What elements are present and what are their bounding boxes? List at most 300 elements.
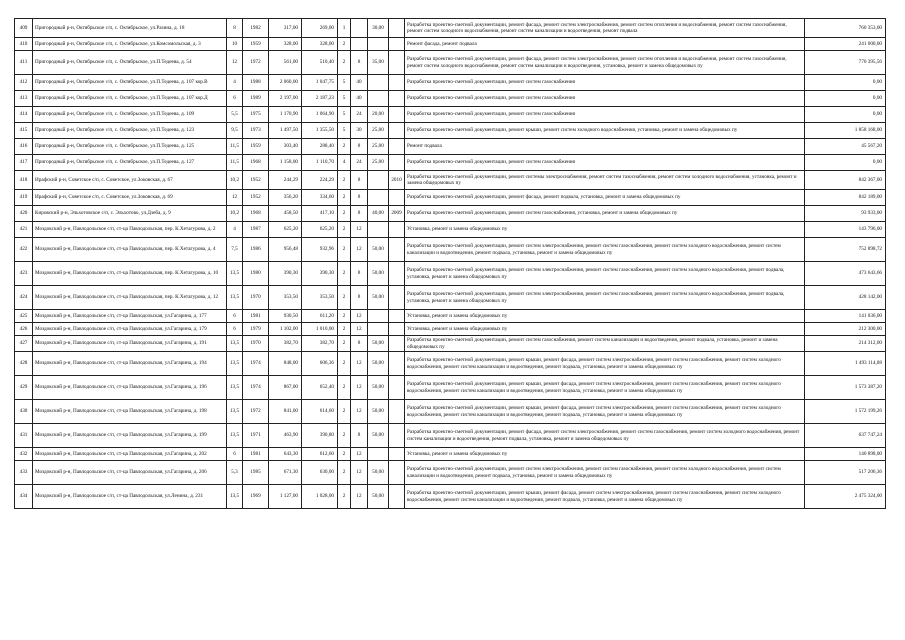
works-list-cell: Разработка проектно-сметной документации, ремонт систем газоснабжения [405, 91, 805, 107]
works-list-cell: Разработка проектно-сметной документации, ремонт систем газоснабжения [405, 75, 805, 91]
cost-cell: 140 898,00 [805, 448, 886, 461]
entrances-cell: 2 [338, 286, 351, 310]
address-cell: Моздокский р-н, Павлодольское с/п, ст-ца Павлодольская, пер. К.Хетагурова, д. 4 [33, 238, 227, 262]
works-list-cell: Разработка проектно-сметной документации, ремонт систем газоснабжения, ремонт систем канализации и водоотведения, ремонт подвала, установка, ремонт и замена общедомовых пу [405, 336, 805, 352]
cost-cell: 0,00 [805, 91, 886, 107]
floors-cell: 12 [227, 51, 243, 75]
floors-cell: 12 [227, 190, 243, 206]
entrances-cell: 2 [338, 190, 351, 206]
year-cell: 1968 [243, 155, 269, 171]
works-list-cell: Разработка проектно-сметной документации, ремонт систем электроснабжения, ремонт систем газоснабжения, ремонт систем холодного водоснабжения, ремонт подвала, установка, ремонт и замена общедомовых пу [405, 286, 805, 310]
prev-repair-year-cell: 2010 [389, 171, 405, 190]
prev-repair-year-cell [389, 91, 405, 107]
floors-cell: 13,5 [227, 400, 243, 424]
row-number: 409 [15, 19, 33, 38]
table-row [15, 75, 886, 91]
address-cell: Моздокский р-н, Павлодольское с/п, ст-ца Павлодольская, пер. К.Хетагурова, д. 2 [33, 222, 227, 238]
prev-repair-year-cell [389, 222, 405, 238]
apartments-cell: 30 [351, 123, 368, 139]
row-number: 415 [15, 123, 33, 139]
address-cell: Моздокский р-н, Павлодольское с/п, ст-ца Павлодольская, ул.Гагарина, д. 196 [33, 376, 227, 400]
wear-cell: 50,00 [368, 461, 389, 485]
total-area-cell: 930,50 [269, 310, 302, 323]
works-list-cell: Разработка проектно-сметной документации, ремонт крыши, ремонт фасада, ремонт систем электроснабжения, ремонт систем газоснабжения, ремонт систем холодного водоснабжения, ремонт систем канализации и водоотведения, ремонт подвала, установка, ремонт и замена общедомовых пу [405, 400, 805, 424]
year-cell: 1986 [243, 238, 269, 262]
entrances-cell: 2 [338, 461, 351, 485]
total-area-cell: 2 197,00 [269, 91, 302, 107]
entrances-cell: 2 [338, 448, 351, 461]
apartments-cell: 40 [351, 75, 368, 91]
total-area-cell: 328,00 [269, 38, 302, 51]
apartments-cell: 12 [351, 448, 368, 461]
prev-repair-year-cell [389, 310, 405, 323]
table-row [15, 206, 886, 222]
floors-cell: 5,5 [227, 107, 243, 123]
apartments-cell: 12 [351, 352, 368, 376]
cost-cell: 241 000,00 [805, 38, 886, 51]
entrances-cell: 2 [338, 51, 351, 75]
prev-repair-year-cell [389, 485, 405, 509]
entrances-cell: 2 [338, 400, 351, 424]
year-cell: 1979 [243, 323, 269, 336]
total-area-cell: 643,30 [269, 448, 302, 461]
address-cell: Моздокский р-н, Павлодольское с/п, ст-ца Павлодольская, ул.Ленина, д. 231 [33, 485, 227, 509]
table-row [15, 190, 886, 206]
row-number: 428 [15, 352, 33, 376]
row-number: 432 [15, 448, 33, 461]
wear-cell: 50,00 [368, 485, 389, 509]
table-row [15, 400, 886, 424]
prev-repair-year-cell [389, 75, 405, 91]
total-area-cell: 390,30 [269, 262, 302, 286]
row-number: 433 [15, 461, 33, 485]
year-cell: 1970 [243, 336, 269, 352]
works-list-cell: Разработка проектно-сметной документации, ремонт крыши, ремонт фасада, ремонт систем электроснабжения, ремонт систем газоснабжения, ремонт систем холодного водоснабжения, ремонт систем канализации и водоотведения, ремонт подвала, установка, ремонт и замена общедомовых пу [405, 376, 805, 400]
row-number: 424 [15, 286, 33, 310]
entrances-cell: 2 [338, 336, 351, 352]
entrances-cell: 2 [338, 238, 351, 262]
apartments-cell: 8 [351, 51, 368, 75]
cost-cell: 842 189,00 [805, 190, 886, 206]
living-area-cell: 510,40 [302, 51, 338, 75]
floors-cell: 6 [227, 91, 243, 107]
floors-cell: 13,5 [227, 352, 243, 376]
table-row [15, 123, 886, 139]
wear-cell: 50,00 [368, 352, 389, 376]
wear-cell: 20,00 [368, 107, 389, 123]
floors-cell: 4 [227, 222, 243, 238]
floors-cell: 6 [227, 323, 243, 336]
entrances-cell: 2 [338, 222, 351, 238]
row-number: 423 [15, 262, 33, 286]
table-row [15, 485, 886, 509]
address-cell: Ирафский р-н, Советское с/п, с. Советское, ул.Зоковская, д. 67 [33, 171, 227, 190]
works-list-cell: Разработка проектно-сметной документации, ремонт системы электроснабжения, ремонт систем газоснабжения, ремонт систем холодного водоснабжения, установка, ремонт и замена общедомовых пу [405, 171, 805, 190]
address-cell: Моздокский р-н, Павлодольское с/п, ст-ца Павлодольская, пер. К.Хетагурова, д. 10 [33, 262, 227, 286]
prev-repair-year-cell [389, 139, 405, 155]
entrances-cell: 5 [338, 91, 351, 107]
table-row [15, 310, 886, 323]
table-row [15, 38, 886, 51]
living-area-cell: 382,70 [302, 336, 338, 352]
cost-cell: 214 312,00 [805, 336, 886, 352]
living-area-cell: 2 187,23 [302, 91, 338, 107]
works-list-cell: Установка, ремонт и замена общедомовых пу [405, 323, 805, 336]
cost-cell: 517 206,36 [805, 461, 886, 485]
year-cell: 1980 [243, 262, 269, 286]
cost-cell: 760 353,00 [805, 19, 886, 38]
wear-cell [368, 190, 389, 206]
row-number: 416 [15, 139, 33, 155]
apartments-cell: 24 [351, 155, 368, 171]
prev-repair-year-cell [389, 448, 405, 461]
address-cell: Пригородный р-н, Октябрьское с/п, с. Октябрьское, ул.Разина, д. 18 [33, 19, 227, 38]
year-cell: 1952 [243, 171, 269, 190]
entrances-cell: 2 [338, 206, 351, 222]
row-number: 429 [15, 376, 33, 400]
cost-cell: 45 567,20 [805, 139, 886, 155]
apartments-cell: 24 [351, 107, 368, 123]
prev-repair-year-cell [389, 424, 405, 448]
living-area-cell: 932,96 [302, 238, 338, 262]
year-cell: 1973 [243, 123, 269, 139]
total-area-cell: 1 170,90 [269, 107, 302, 123]
living-area-cell: 390,30 [302, 262, 338, 286]
wear-cell: 40,00 [368, 206, 389, 222]
cost-cell: 752 898,72 [805, 238, 886, 262]
apartments-cell: 8 [351, 139, 368, 155]
works-list-cell: Разработка проектно-сметной документации, ремонт крыши, ремонт фасада, ремонт систем электроснабжения, ремонт систем газоснабжения, ремонт систем холодного водоснабжения, ремонт систем канализации и водоотведения, ремонт подвала, установка, ремонт и замена общедомовых пу [405, 485, 805, 509]
year-cell: 1959 [243, 139, 269, 155]
year-cell: 1981 [243, 448, 269, 461]
works-list-cell: Разработка проектно-сметной документации, ремонт фасада, ремонт систем электроснабжения, ремонт систем отопления и водоснабжения, ремонт систем газоснабжения, ремонт систем холодного водоснабжения, ремонт систем канализации и водоотведения, ремонт подвала [405, 19, 805, 38]
total-area-cell: 382,70 [269, 336, 302, 352]
floors-cell: 11,5 [227, 139, 243, 155]
works-list-cell: Установка, ремонт и замена общедомовых пу [405, 448, 805, 461]
address-cell: Моздокский р-н, Павлодольское с/п, ст-ца Павлодольская, ул.Гагарина, д. 206 [33, 461, 227, 485]
row-number: 418 [15, 171, 33, 190]
floors-cell: 13,5 [227, 485, 243, 509]
total-area-cell: 317,00 [269, 19, 302, 38]
works-list-cell: Разработка проектно-сметной документации, ремонт фасада, ремонт подвала, установка, ремонт и замена общедомовых пу [405, 190, 805, 206]
cost-cell: 1 858 168,00 [805, 123, 886, 139]
floors-cell: 13,5 [227, 376, 243, 400]
total-area-cell: 353,50 [269, 286, 302, 310]
row-number: 410 [15, 38, 33, 51]
floors-cell: 7,5 [227, 238, 243, 262]
entrances-cell: 4 [338, 155, 351, 171]
cost-cell: 212 300,00 [805, 323, 886, 336]
apartments-cell: 40 [351, 91, 368, 107]
entrances-cell: 5 [338, 123, 351, 139]
living-area-cell: 1 047,75 [302, 75, 338, 91]
wear-cell: 50,00 [368, 336, 389, 352]
year-cell: 1968 [243, 206, 269, 222]
living-area-cell: 1 064,90 [302, 107, 338, 123]
row-number: 414 [15, 107, 33, 123]
year-cell: 1971 [243, 424, 269, 448]
table-row [15, 336, 886, 352]
row-number: 422 [15, 238, 33, 262]
apartments-cell: 8 [351, 424, 368, 448]
cost-cell: 842 367,00 [805, 171, 886, 190]
apartments-cell: 8 [351, 262, 368, 286]
entrances-cell: 2 [338, 38, 351, 51]
total-area-cell: 671,30 [269, 461, 302, 485]
works-list-cell: Разработка проектно-сметной документации, ремонт систем электроснабжения, ремонт систем газоснабжения, ремонт систем холодного водоснабжения, ремонт систем канализации и водоотведения, ремонт подвала, установка, ремонт и замена общедомовых пу [405, 238, 805, 262]
floors-cell: 8 [227, 19, 243, 38]
works-list-cell: Разработка проектно-сметной документации, ремонт фасада, ремонт систем электроснабжения, ремонт систем отопления и водоснабжения, ремонт систем газоснабжения, ремонт систем холодного водоснабжения, ремонт систем канализации и водоотведения, установка, ремонт и замена общедомовых пу [405, 51, 805, 75]
living-area-cell: 224,29 [302, 171, 338, 190]
apartments-cell: 8 [351, 336, 368, 352]
cost-cell: 143 796,00 [805, 222, 886, 238]
year-cell: 1974 [243, 376, 269, 400]
living-area-cell: 390,80 [302, 424, 338, 448]
prev-repair-year-cell [389, 51, 405, 75]
wear-cell: 50,00 [368, 376, 389, 400]
total-area-cell: 561,00 [269, 51, 302, 75]
living-area-cell: 353,50 [302, 286, 338, 310]
total-area-cell: 625,20 [269, 222, 302, 238]
row-number: 413 [15, 91, 33, 107]
cost-cell: 0,00 [805, 155, 886, 171]
row-number: 434 [15, 485, 33, 509]
cost-cell: 770 395,56 [805, 51, 886, 75]
works-list-cell: Ремонт фасада, ремонт подвала [405, 38, 805, 51]
table-row [15, 262, 886, 286]
wear-cell: 25,00 [368, 139, 389, 155]
address-cell: Пригородный р-н, Октябрьское с/п, с. Октябрьское, ул.П.Тедеева, д. 125 [33, 139, 227, 155]
living-area-cell: 606,36 [302, 352, 338, 376]
prev-repair-year-cell [389, 190, 405, 206]
living-area-cell: 288,40 [302, 139, 338, 155]
year-cell: 1970 [243, 286, 269, 310]
year-cell: 1972 [243, 51, 269, 75]
total-area-cell: 1 102,00 [269, 323, 302, 336]
entrances-cell: 2 [338, 139, 351, 155]
year-cell: 1985 [243, 461, 269, 485]
apartments-cell: 12 [351, 238, 368, 262]
total-area-cell: 956,48 [269, 238, 302, 262]
floors-cell: 13,5 [227, 336, 243, 352]
year-cell: 1959 [243, 38, 269, 51]
entrances-cell: 1 [338, 19, 351, 38]
prev-repair-year-cell [389, 461, 405, 485]
living-area-cell: 1 028,00 [302, 485, 338, 509]
prev-repair-year-cell [389, 352, 405, 376]
works-list-cell: Разработка проектно-сметной документации, ремонт систем газоснабжения [405, 107, 805, 123]
total-area-cell: 458,50 [269, 206, 302, 222]
total-area-cell: 1 158,00 [269, 155, 302, 171]
living-area-cell: 328,00 [302, 38, 338, 51]
row-number: 419 [15, 190, 33, 206]
floors-cell: 10,2 [227, 206, 243, 222]
table-row [15, 222, 886, 238]
table-row [15, 107, 886, 123]
wear-cell [368, 91, 389, 107]
apartments-cell: 12 [351, 376, 368, 400]
table-row [15, 323, 886, 336]
living-area-cell: 652,40 [302, 376, 338, 400]
table-row [15, 91, 886, 107]
apartments-cell: 12 [351, 461, 368, 485]
floors-cell: 9,5 [227, 123, 243, 139]
prev-repair-year-cell [389, 262, 405, 286]
year-cell: 1987 [243, 222, 269, 238]
table-row [15, 171, 886, 190]
floors-cell: 10,2 [227, 171, 243, 190]
cost-cell: 428 142,00 [805, 286, 886, 310]
entrances-cell: 5 [338, 107, 351, 123]
wear-cell [368, 75, 389, 91]
living-area-cell: 334,60 [302, 190, 338, 206]
table-row [15, 238, 886, 262]
total-area-cell: 463,90 [269, 424, 302, 448]
total-area-cell: 848,00 [269, 352, 302, 376]
total-area-cell: 841,00 [269, 400, 302, 424]
floors-cell: 13,5 [227, 286, 243, 310]
table-row [15, 19, 886, 38]
table-body [15, 19, 886, 509]
wear-cell [368, 222, 389, 238]
prev-repair-year-cell [389, 400, 405, 424]
entrances-cell: 2 [338, 424, 351, 448]
address-cell: Кировский р-н, Эльхотовское с/п, с. Эльхотово, ул.Дзеба, д. 9 [33, 206, 227, 222]
living-area-cell: 1 110,70 [302, 155, 338, 171]
living-area-cell: 612,60 [302, 448, 338, 461]
floors-cell: 6 [227, 448, 243, 461]
address-cell: Моздокский р-н, Павлодольское с/п, ст-ца Павлодольская, ул.Гагарина, д. 179 [33, 323, 227, 336]
prev-repair-year-cell [389, 286, 405, 310]
entrances-cell: 5 [338, 75, 351, 91]
floors-cell: 13,5 [227, 424, 243, 448]
address-cell: Моздокский р-н, Павлодольское с/п, ст-ца Павлодольская, ул.Гагарина, д. 202 [33, 448, 227, 461]
address-cell: Пригородный р-н, Октябрьское с/п, с. Октябрьское, ул.П.Тедеева, д. 54 [33, 51, 227, 75]
living-area-cell: 614,60 [302, 400, 338, 424]
entrances-cell: 2 [338, 352, 351, 376]
year-cell: 1975 [243, 107, 269, 123]
prev-repair-year-cell: 2009 [389, 206, 405, 222]
total-area-cell: 2 060,00 [269, 75, 302, 91]
table-row [15, 139, 886, 155]
cost-cell: 1 573 387,20 [805, 376, 886, 400]
prev-repair-year-cell [389, 123, 405, 139]
apartments-cell: 12 [351, 310, 368, 323]
entrances-cell: 2 [338, 171, 351, 190]
floors-cell: 6 [227, 310, 243, 323]
wear-cell: 25,00 [368, 123, 389, 139]
prev-repair-year-cell [389, 323, 405, 336]
table-row [15, 424, 886, 448]
year-cell: 1974 [243, 352, 269, 376]
floors-cell: 11,5 [227, 155, 243, 171]
prev-repair-year-cell [389, 107, 405, 123]
wear-cell: 25,00 [368, 155, 389, 171]
cost-cell: 2 475 324,00 [805, 485, 886, 509]
apartments-cell: 12 [351, 323, 368, 336]
wear-cell: 50,00 [368, 262, 389, 286]
cost-cell: 93 933,00 [805, 206, 886, 222]
cost-cell: 141 036,00 [805, 310, 886, 323]
works-list-cell: Установка, ремонт и замена общедомовых пу [405, 310, 805, 323]
row-number: 420 [15, 206, 33, 222]
table-row [15, 286, 886, 310]
apartments-cell: 8 [351, 206, 368, 222]
entrances-cell: 2 [338, 376, 351, 400]
year-cell: 1988 [243, 75, 269, 91]
year-cell: 1972 [243, 400, 269, 424]
apartments-cell [351, 38, 368, 51]
table-row [15, 461, 886, 485]
wear-cell: 50,00 [368, 400, 389, 424]
address-cell: Пригородный р-н, Октябрьское с/п, с. Октябрьское, ул.П.Тедеева, д. 123 [33, 123, 227, 139]
address-cell: Моздокский р-н, Павлодольское с/п, ст-ца Павлодольская, ул.Гагарина, д. 177 [33, 310, 227, 323]
prev-repair-year-cell [389, 19, 405, 38]
wear-cell [368, 38, 389, 51]
wear-cell: 35,00 [368, 51, 389, 75]
cost-cell: 1 493 114,08 [805, 352, 886, 376]
prev-repair-year-cell [389, 238, 405, 262]
works-list-cell: Установка, ремонт и замена общедомовых пу [405, 222, 805, 238]
table-row [15, 155, 886, 171]
address-cell: Моздокский р-н, Павлодольское с/п, ст-ца Павлодольская, ул.Гагарина, д. 194 [33, 352, 227, 376]
entrances-cell: 2 [338, 310, 351, 323]
year-cell: 1969 [243, 485, 269, 509]
cost-cell: 0,00 [805, 75, 886, 91]
total-area-cell: 244,29 [269, 171, 302, 190]
living-area-cell: 269,00 [302, 19, 338, 38]
floors-cell: 10 [227, 38, 243, 51]
address-cell: Моздокский р-н, Павлодольское с/п, ст-ца Павлодольская, ул.Гагарина, д. 198 [33, 400, 227, 424]
entrances-cell: 2 [338, 262, 351, 286]
works-list-cell: Разработка проектно-сметной документации, ремонт фасада, ремонт систем электроснабжения, ремонт систем газоснабжения, ремонт систем холодного водоснабжения, ремонт систем канализации и водоотведения, ремонт подвала, установка, ремонт и замена общедомовых пу [405, 424, 805, 448]
total-area-cell: 1 127,00 [269, 485, 302, 509]
wear-cell: 50,00 [368, 424, 389, 448]
wear-cell: 30,00 [368, 19, 389, 38]
works-list-cell: Разработка проектно-сметной документации, ремонт систем электроснабжения, ремонт систем газоснабжения, ремонт систем холодного водоснабжения, ремонт систем канализации и водоотведения, ремонт подвала, установка, ремонт и замена общедомовых пу [405, 461, 805, 485]
cost-cell: 473 643,66 [805, 262, 886, 286]
total-area-cell: 867,00 [269, 376, 302, 400]
row-number: 412 [15, 75, 33, 91]
row-number: 427 [15, 336, 33, 352]
capital-repair-table [14, 18, 886, 509]
apartments-cell [351, 19, 368, 38]
address-cell: Пригородный р-н, Октябрьское с/п, с. Октябрьское, ул.П.Тедеева, д. 107 кор.В [33, 75, 227, 91]
address-cell: Моздокский р-н, Павлодольское с/п, ст-ца Павлодольская, пер. К.Хетагурова, д. 12 [33, 286, 227, 310]
prev-repair-year-cell [389, 38, 405, 51]
cost-cell: 637 747,24 [805, 424, 886, 448]
row-number: 411 [15, 51, 33, 75]
prev-repair-year-cell [389, 336, 405, 352]
living-area-cell: 1 010,00 [302, 323, 338, 336]
wear-cell [368, 323, 389, 336]
wear-cell [368, 310, 389, 323]
row-number: 430 [15, 400, 33, 424]
works-list-cell: Разработка проектно-сметной документации, ремонт систем газоснабжения, установка, ремонт и замена общедомовых пу [405, 206, 805, 222]
row-number: 426 [15, 323, 33, 336]
address-cell: Пригородный р-н, Октябрьское с/п, с. Октябрьское, ул.П.Тедеева, д. 127 [33, 155, 227, 171]
apartments-cell: 8 [351, 286, 368, 310]
living-area-cell: 417,10 [302, 206, 338, 222]
year-cell: 1982 [243, 19, 269, 38]
year-cell: 1952 [243, 190, 269, 206]
address-cell: Моздокский р-н, Павлодольское с/п, ст-ца Павлодольская, ул.Гагарина, д. 199 [33, 424, 227, 448]
total-area-cell: 303,40 [269, 139, 302, 155]
address-cell: Моздокский р-н, Павлодольское с/п, ст-ца Павлодольская, ул.Гагарина, д. 191 [33, 336, 227, 352]
floors-cell: 13,5 [227, 262, 243, 286]
year-cell: 1981 [243, 310, 269, 323]
total-area-cell: 1 497,50 [269, 123, 302, 139]
